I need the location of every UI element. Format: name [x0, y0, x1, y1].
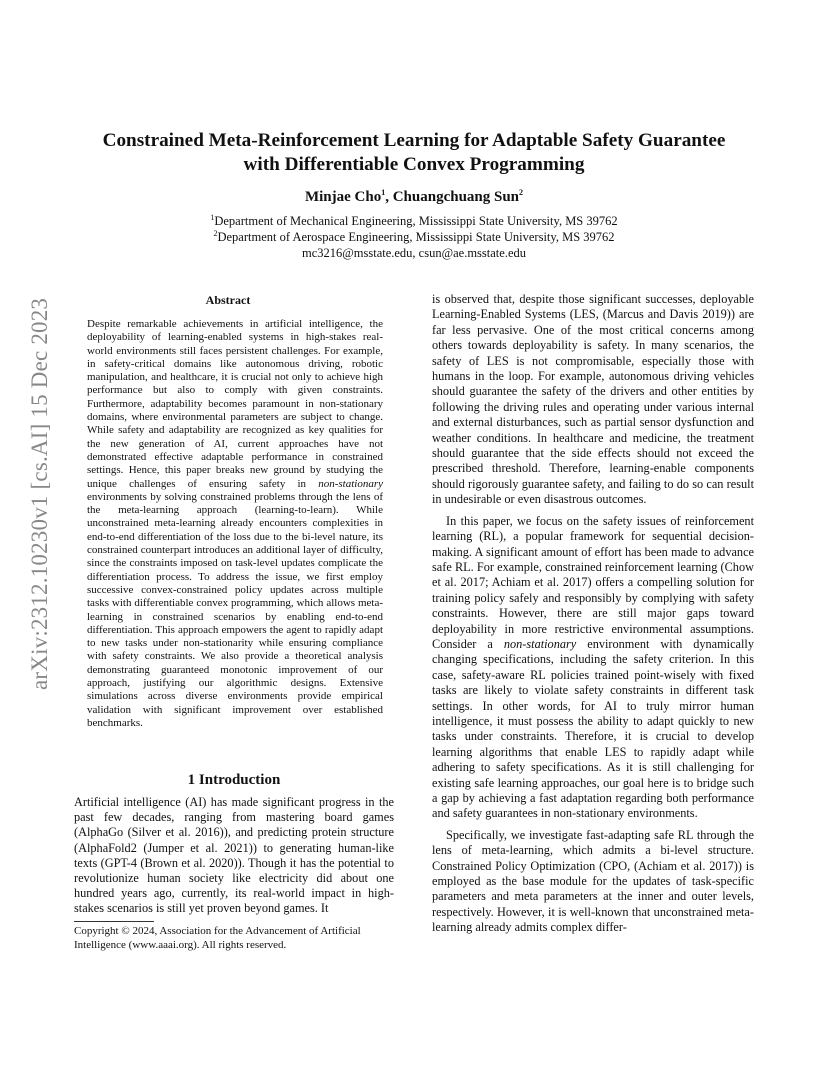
arxiv-id-label: arXiv:2312.10230v1 [cs.AI] 15 Dec 2023 [27, 297, 52, 690]
author-1-name: Minjae Cho [304, 189, 382, 205]
intro-paragraph-continued: is observed that, despite those significant successes, deployable Learning-Enabled Systems (LES, (Marcus and Davis 2019)) are far less pervasive. One of the most critical concerns among others towards deployability is safety. In many scenarios, the safety of LES is not compromisable, especially those with humans in the loop. For example, autonomous driving vehicles should guarantee the safety of the drivers and other entities by following the driving rules and operating under various internal and external disturbances, such as partial sensor dysfunction and weather conditions. In healthcare and medicine, the treatment should guarantee that the side effects should not exceed the prescribed threshold. Therefore, learning-enable components should rigorously guarantee safety, and failing to do so can result in undesirable or even disastrous outcomes. [432, 292, 754, 507]
affiliation-1-text: Department of Mechanical Engineering, Mississippi State University, MS 39762 [214, 214, 618, 228]
affiliation-1-mark: 1 [210, 212, 215, 222]
abstract-emphasis: non-stationary [318, 477, 383, 490]
affiliation-2-mark: 2 [213, 228, 218, 238]
intro-p2-part-2: environment with dynamically changing specifications, including the safety criterion. In this case, safety-aware RL policies trained point-wisely with fixed tasks are likely to violate safety constraints in different task settings. In other words, for AI to truly mirror human intelligence, it must possess the ability to adapt quickly to new tasks under constraints. Therefore, it is crucial to develop learning algorithms that enable LES to rapidly adapt while adhering to safety specifications. As it is still challenging for existing safe learning approaches, our goal here is to bridge such a gap by achieving a fast adaptation regarding both performance and safety guarantees in non-stationary environments. [432, 636, 754, 821]
intro-paragraph-2 [432, 514, 754, 822]
copyright-footnote: Copyright © 2024, Association for the Advancement of Artificial Intelligence (www.aaai.org). All rights reserved. [74, 925, 361, 951]
abstract-text-part-2: environments by solving constrained problems through the lens of the meta-learning approach (learning-to-learn). While unconstrained meta-learning already encounters complexities in end-to-end differentiation of the loss due to the bi-level nature, its constrained counterpart introduces an additional layer of difficulty, since the constraints imposed on task-level updates complicate the differentiation process. To address the issue, we first employ successive convex-constrained policy updates across multiple tasks with differentiable convex programming, which allows meta-learning in constrained scenarios by enabling end-to-end differentiation. This approach empowers the agent to rapidly adapt to new tasks under non-stationarity while ensuring compliance with safety constraints. We also provide a theoretical analysis demonstrating guaranteed monotonic improvement of our approach, justifying our algorithmic designs. Extensive simulations across diverse environments provide empirical validation with significant improvement over established benchmarks. [87, 490, 383, 729]
abstract-text-part-1: Despite remarkable achievements in artificial intelligence, the deployability of learning-enabled systems in high-stakes real-world environments still faces persistent challenges. For example, in safety-critical domains like autonomous driving, robotic manipulation, and healthcare, it is crucial not only to achieve high performance but also to comply with given constraints. Furthermore, adaptability becomes paramount in non-stationary domains, where environmental parameters are subject to change. While safety and adaptability are recognized as key qualities for the new generation of AI, current approaches have not demonstrated effective adaptable performance in constrained settings. Hence, this paper breaks new ground by studying the unique challenges of ensuring safety in [87, 318, 383, 490]
author-2-name: Chuangchuang Sun [392, 189, 520, 205]
intro-p2-emphasis: non-stationary [503, 636, 577, 651]
affiliation-2-text: Department of Aerospace Engineering, Mississippi State University, MS 39762 [217, 230, 615, 244]
affiliation-2 [74, 229, 754, 245]
affiliation-1 [74, 213, 754, 229]
title-line-1: Constrained Meta-Reinforcement Learning for Adaptable Safety Guarantee [102, 130, 726, 151]
title-line-2: with Differentiable Convex Programming [243, 154, 585, 175]
abstract-body [87, 318, 383, 730]
author-list [74, 189, 754, 206]
author-1-affil-mark: 1 [381, 188, 386, 197]
arxiv-watermark [16, 290, 64, 690]
author-separator: , [385, 189, 393, 205]
author-2-affil-mark: 2 [519, 188, 524, 197]
intro-p2-part-1: In this paper, we focus on the safety issues of reinforcement learning (RL), a popular framework for sequential decision-making. A significant amount of effort has been made to advance safe RL. For example, constrained reinforcement learning (Chow et al. 2017; Achiam et al. 2017) offers a compelling solution for training policy safely and responsibly by complying with safety constraints. However, there are still major gaps toward deployability in more restrictive environmental assumptions. Consider a [432, 513, 754, 651]
author-emails: mc3216@msstate.edu, csun@ae.msstate.edu [301, 246, 526, 260]
intro-paragraph-3: Specifically, we investigate fast-adapting safe RL through the lens of meta-learning, which admits a bi-level structure. Constrained Policy Optimization (CPO, (Achiam et al. 2017)) is employed as the base module for the updates of task-specific parameters and meta parameters at the inner and outer levels, respectively. However, it is well-known that unconstrained meta-learning already admits complex differ- [432, 827, 754, 935]
footnote-divider [74, 921, 154, 922]
right-column [432, 292, 754, 942]
section-heading-introduction: 1 Introduction [187, 772, 281, 788]
intro-left-paragraph: Artificial intelligence (AI) has made significant progress in the past few decades, ranging from mastering board games (AlphaGo (Silver et al. 2016)), and predicting protein structure (AlphaFold2 (Jumper et al. 2021)) to generating human-like texts (GPT-4 (Brown et al. 2020)). Though it has the potential to revolutionize human society like electricity did about one hundred years ago, currently, its real-world impact in high-stakes scenarios is still yet proven beyond games. It [74, 795, 394, 916]
paper-title [74, 129, 754, 177]
abstract-heading: Abstract [205, 293, 251, 307]
